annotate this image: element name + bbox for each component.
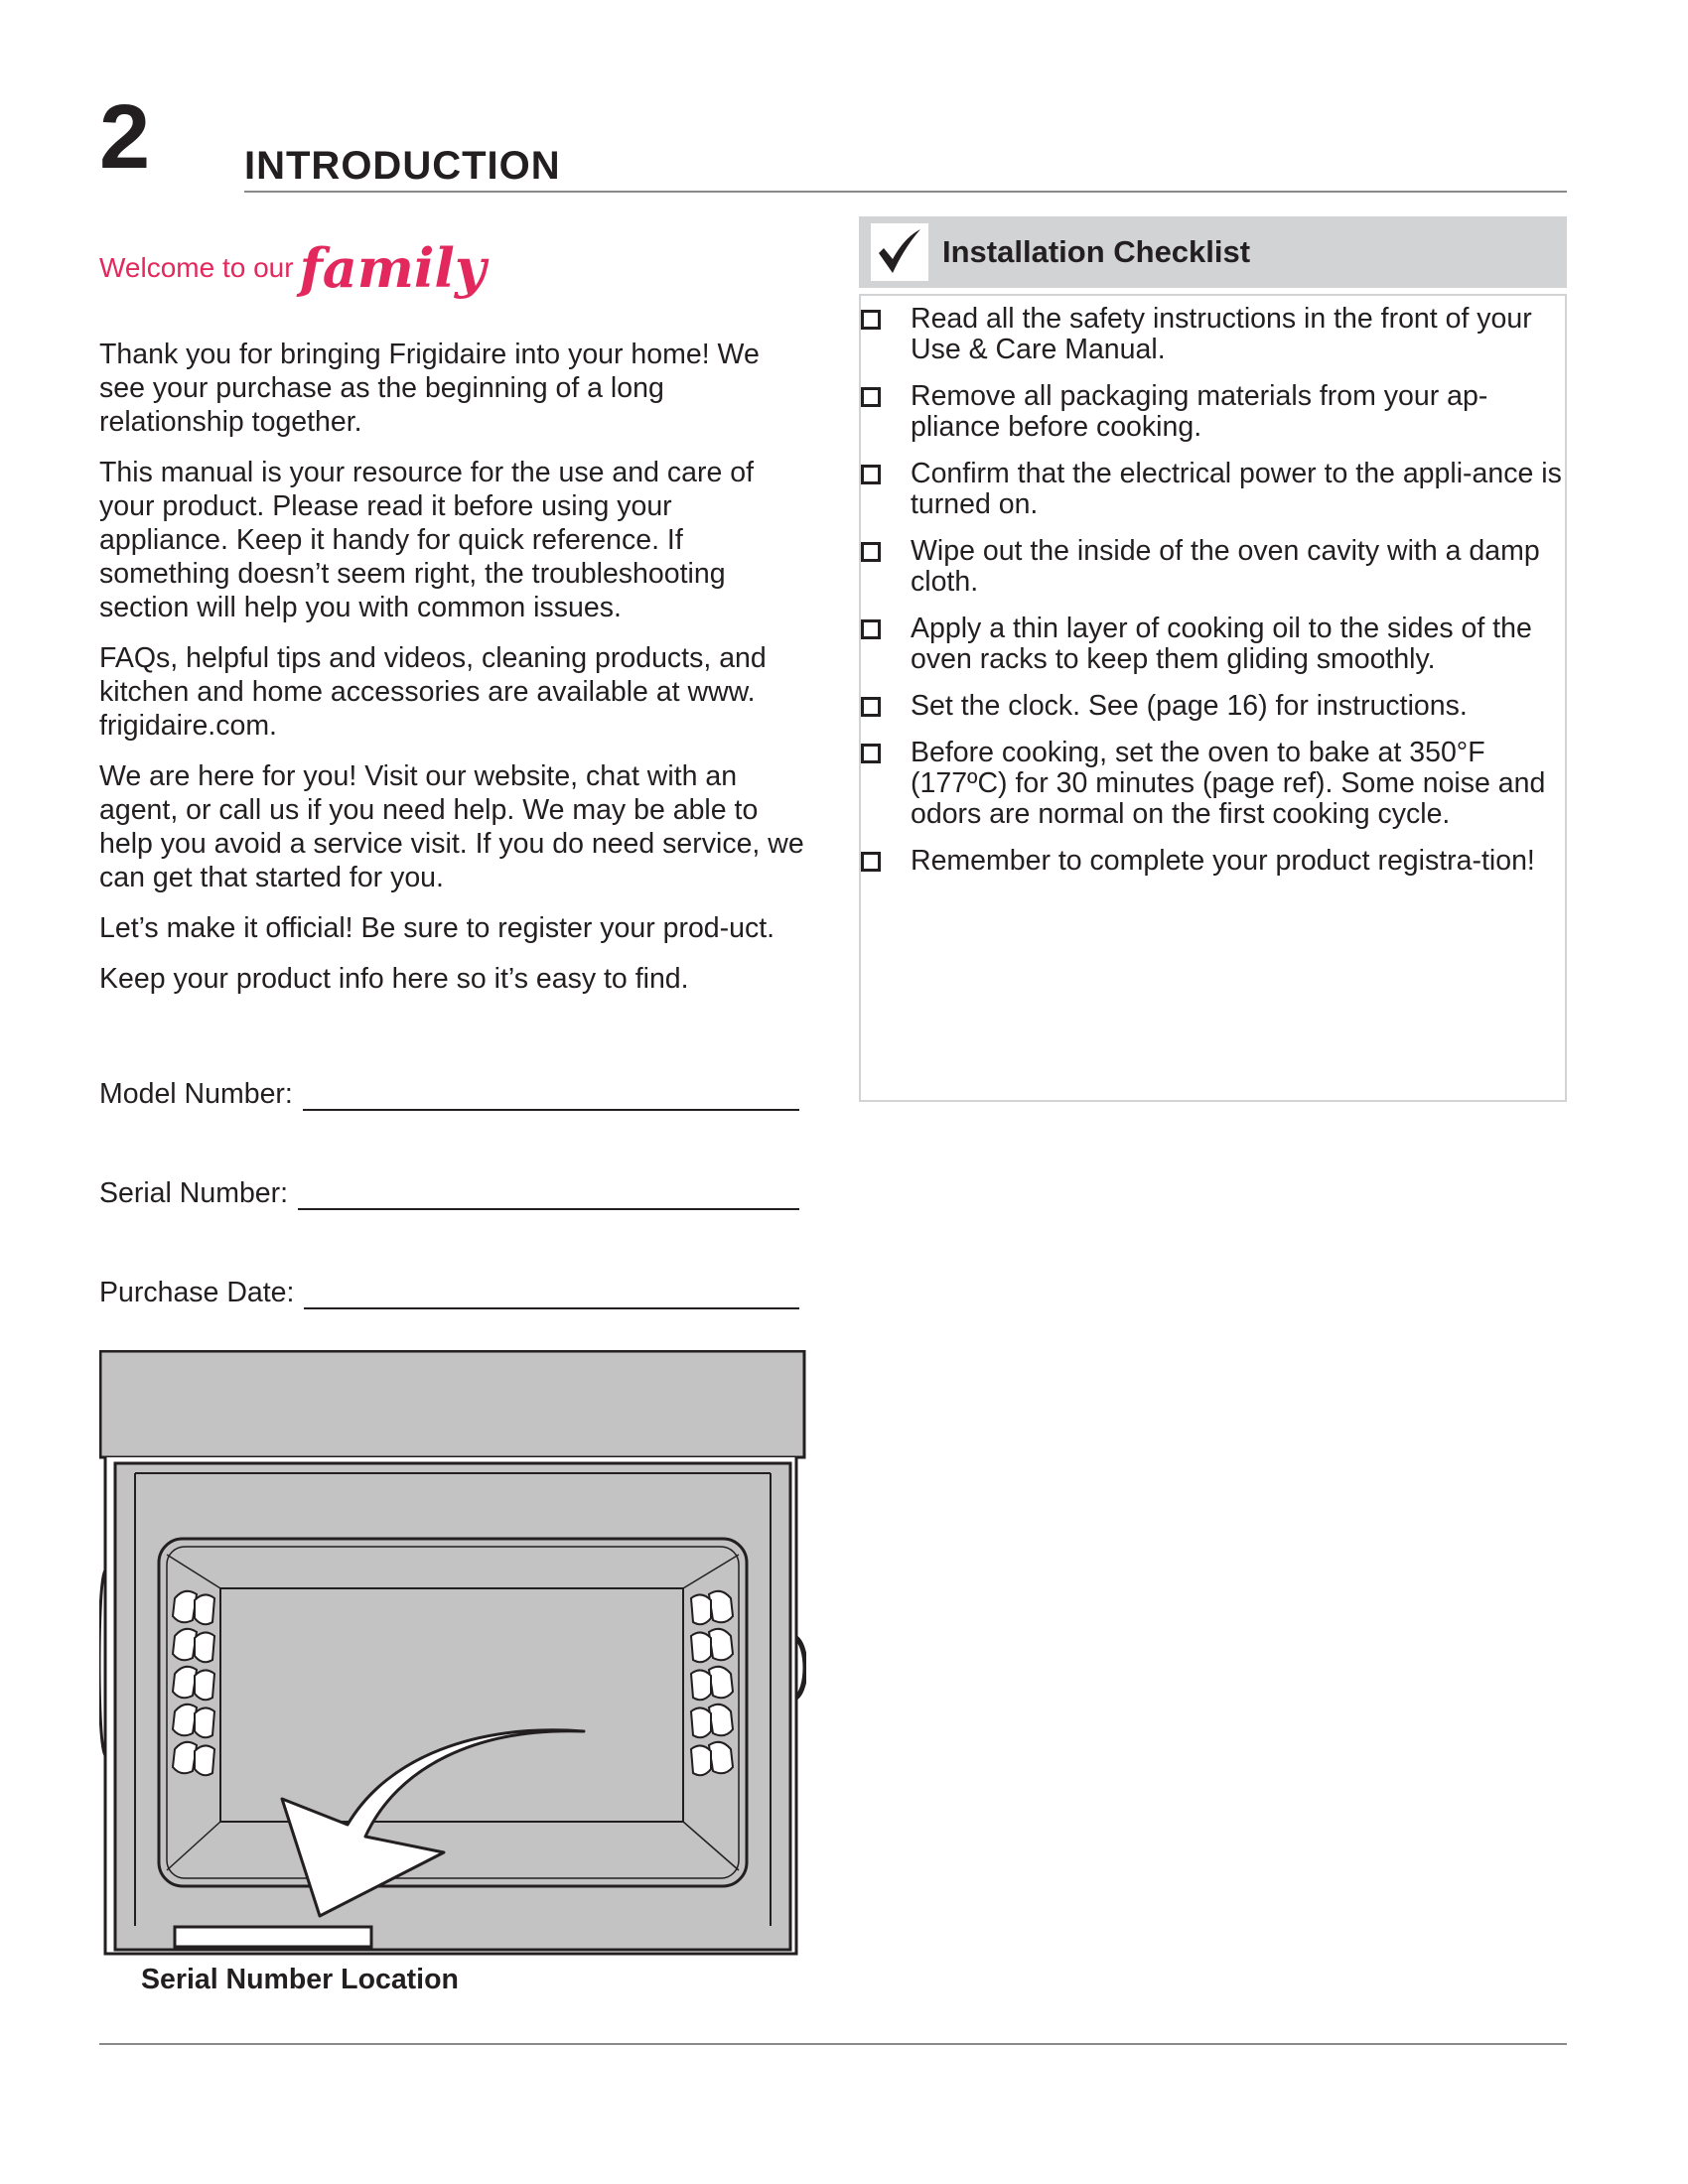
- checkmark-glyph: [875, 227, 924, 277]
- model-number-label: Model Number:: [99, 1078, 293, 1110]
- checkbox-icon: [861, 387, 881, 407]
- checklist-item-text: Set the clock. See (page 16) for instructions.: [911, 690, 1468, 722]
- purchase-date-field: [99, 1277, 799, 1309]
- checklist-item: [861, 304, 1565, 365]
- footer-rule: [99, 2043, 1567, 2045]
- checklist-item-text: Remove all packaging materials from your ap-pliance before cooking.: [911, 380, 1488, 443]
- checklist-item-text: Apply a thin layer of cooking oil to the sides of the oven racks to keep them gliding smoothly.: [911, 613, 1532, 675]
- checklist-title: Installation Checklist: [942, 234, 1251, 269]
- checklist-item: [861, 846, 1565, 877]
- checkbox-icon: [861, 465, 881, 484]
- model-number-field: [99, 1078, 799, 1111]
- checklist-item-text: Wipe out the inside of the oven cavity with a damp cloth.: [911, 535, 1540, 598]
- checklist-item-text: Read all the safety instructions in the front of your Use & Care Manual.: [911, 303, 1532, 365]
- oven-illustration: [99, 1350, 806, 1966]
- checkbox-icon: [861, 542, 881, 562]
- checkbox-icon: [861, 852, 881, 872]
- serial-number-label: Serial Number:: [99, 1177, 289, 1209]
- welcome-heading: [99, 236, 486, 300]
- checklist-item: [861, 691, 1565, 722]
- purchase-date-label: Purchase Date:: [99, 1277, 295, 1308]
- checklist-item: [861, 536, 1565, 598]
- figure-caption: Serial Number Location: [141, 1964, 459, 1995]
- serial-number-line: [298, 1178, 799, 1210]
- intro-paragraph-3: FAQs, helpful tips and videos, cleaning products, and kitchen and home accessories are available at www. frigidaire.com.: [99, 642, 767, 742]
- intro-text: [99, 338, 804, 1013]
- checklist-items: [861, 296, 1565, 877]
- intro-paragraph-5: Let’s make it official! Be sure to register your prod-uct.: [99, 912, 775, 944]
- welcome-text: Welcome to our: [99, 252, 294, 283]
- checkbox-icon: [861, 697, 881, 717]
- intro-paragraph-1: Thank you for bringing Frigidaire into your home! We see your purchase as the beginning of a long relationship together.: [99, 339, 760, 438]
- oven-drawing: [99, 1350, 806, 1966]
- purchase-date-line: [304, 1278, 799, 1309]
- checklist-item: [861, 459, 1565, 520]
- welcome-script: family: [299, 236, 487, 300]
- checklist-item: [861, 381, 1565, 443]
- checklist-item-text: Remember to complete your product registra-tion!: [911, 845, 1535, 877]
- page-number: 2: [99, 86, 149, 188]
- checklist-item-text: Before cooking, set the oven to bake at 350°F (177ºC) for 30 minutes (page ref). Some noise and odors are normal on the first cooking cycle.: [911, 737, 1546, 830]
- intro-paragraph-4: We are here for you! Visit our website, chat with an agent, or call us if you need help. We may be able to help you avoid a service visit. If you do need service, we can get that started for you.: [99, 760, 804, 893]
- header-rule: [244, 191, 1567, 193]
- intro-paragraph-6: Keep your product info here so it’s easy to find.: [99, 963, 689, 995]
- checkbox-icon: [861, 744, 881, 763]
- checklist-item-text: Confirm that the electrical power to the appli-ance is turned on.: [911, 458, 1562, 520]
- checklist-header: [859, 216, 1567, 288]
- checkbox-icon: [861, 619, 881, 639]
- checkbox-icon: [861, 310, 881, 330]
- checklist-item: [861, 614, 1565, 675]
- intro-paragraph-2: This manual is your resource for the use and care of your product. Please read it before using your appliance. Keep it handy for quick reference. If something doesn’t seem right, the troubleshooting section will help you with common issues.: [99, 457, 754, 623]
- checklist-item: [861, 738, 1565, 830]
- serial-number-field: [99, 1177, 799, 1210]
- section-title: INTRODUCTION: [244, 144, 561, 188]
- checklist-panel: [859, 294, 1567, 1102]
- model-number-line: [303, 1079, 799, 1111]
- checkmark-icon: [871, 223, 928, 281]
